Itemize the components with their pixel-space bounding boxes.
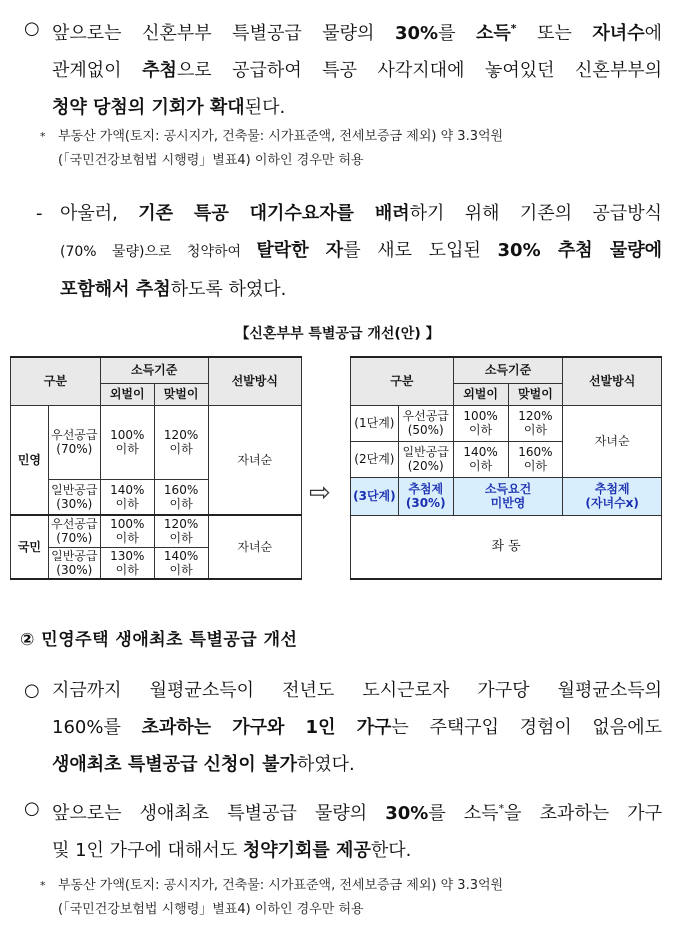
- cell-double: 120% 이하: [154, 405, 208, 479]
- cell-type: 일반공급 (30%): [48, 479, 100, 515]
- header-gubun: 구분: [351, 357, 454, 405]
- paragraph-existing-applicants: [22, 195, 662, 306]
- cell-method: 자녀순: [208, 515, 301, 579]
- header-income: 소득기준: [100, 357, 208, 383]
- header-single: 외벌이: [453, 383, 508, 405]
- bullet-circle: ○: [24, 798, 40, 819]
- cell-type: 일반공급 (30%): [48, 547, 100, 579]
- bullet-dash: -: [36, 203, 43, 224]
- group-public: 국민: [11, 515, 49, 579]
- current-scheme-table: [10, 356, 302, 580]
- stage-label-lottery: (3단계): [351, 477, 399, 515]
- p1-line2: 관계없이 추첨으로 공급하여 특공 사각지대에 놓여있던 신혼부부의: [52, 60, 662, 81]
- p2-line1: 아울러, 기존 특공 대기수요자를 배려하기 위해 기존의 공급방식: [60, 203, 662, 224]
- stage-label: (1단계): [351, 405, 399, 441]
- paragraph-newlywed-lottery: [14, 10, 662, 121]
- header-double: 맞벌이: [508, 383, 563, 405]
- header-method: 선발방식: [208, 357, 301, 405]
- footnote-asset-limit: * 부동산 가액(토지: 공시지가, 건축물: 시가표준액, 전세보증금 제외) 약 3.3억원 (「국민건강보험법 시행령」별표4) 이하인 경우만 허용: [40, 125, 660, 173]
- paragraph-first-home-improve: [14, 790, 662, 864]
- improved-scheme-table: [350, 356, 662, 580]
- stage-label: (2단계): [351, 441, 399, 477]
- footnote-star: *: [40, 879, 46, 892]
- cell-double: 120% 이하: [154, 515, 208, 547]
- bullet-circle: ○: [24, 680, 40, 701]
- cell-double: 160% 이하: [508, 441, 563, 477]
- header-double: 맞벌이: [154, 383, 208, 405]
- cell-single: 100% 이하: [100, 515, 154, 547]
- p1-line3: 청약 당첨의 기회가 확대된다.: [52, 97, 286, 118]
- cell-single: 140% 이하: [453, 441, 508, 477]
- cell-single: 100% 이하: [453, 405, 508, 441]
- arrow-right-icon: ⇨: [309, 478, 331, 508]
- section-heading: ② 민영주택 생애최초 특별공급 개선: [20, 630, 298, 650]
- p1-line1: 앞으로는 신혼부부 특별공급 물량의 30%를 소득* 또는 자녀수에: [52, 22, 662, 44]
- footnote-asset-limit-2: * 부동산 가액(토지: 공시지가, 건축물: 시가표준액, 전세보증금 제외) 약 3.3억원 (「국민건강보험법 시행령」별표4) 이하인 경우만 허용: [40, 874, 660, 922]
- p3-line3: 생애최초 특별공급 신청이 불가하였다.: [52, 754, 355, 775]
- cell-type-lottery: 추첨제 (30%): [398, 477, 453, 515]
- cell-type: 우선공급 (70%): [48, 515, 100, 547]
- p3-line2: 160%를 초과하는 가구와 1인 가구는 주택구입 경험이 없음에도: [52, 717, 662, 738]
- paragraph-first-home-current: [14, 672, 662, 783]
- header-income: 소득기준: [453, 357, 563, 383]
- cell-method: 자녀순: [563, 405, 662, 477]
- group-private: 민영: [11, 405, 49, 515]
- cell-method-lottery: 추첨제 (자녀수x): [563, 477, 662, 515]
- cell-type: 우선공급 (70%): [48, 405, 100, 479]
- p2-line3: 포함해서 추첨하도록 하였다.: [60, 279, 287, 300]
- table-caption: 【신혼부부 특별공급 개선(안) 】: [235, 326, 440, 342]
- cell-double: 160% 이하: [154, 479, 208, 515]
- cell-double: 120% 이하: [508, 405, 563, 441]
- cell-single: 140% 이하: [100, 479, 154, 515]
- header-single: 외벌이: [100, 383, 154, 405]
- cell-type: 일반공급 (20%): [398, 441, 453, 477]
- cell-single: 100% 이하: [100, 405, 154, 479]
- cell-same-as-left: 좌 동: [351, 515, 662, 579]
- footnote-star: *: [40, 130, 46, 143]
- cell-income-lottery: 소득요건 미반영: [453, 477, 563, 515]
- cell-type: 우선공급 (50%): [398, 405, 453, 441]
- cell-double: 140% 이하: [154, 547, 208, 579]
- header-gubun: 구분: [11, 357, 101, 405]
- p3-line1: 지금까지 월평균소득이 전년도 도시근로자 가구당 월평균소득의: [52, 680, 662, 701]
- bullet-circle: ○: [24, 18, 40, 39]
- header-method: 선발방식: [563, 357, 662, 405]
- p2-line2: (70% 물량)으로 청약하여 탈락한 자를 새로 도입된 30% 추첨 물량에: [60, 240, 662, 261]
- p4-line2: 및 1인 가구에 대해서도 청약기회를 제공한다.: [52, 840, 412, 861]
- p4-line1: 앞으로는 생애최초 특별공급 물량의 30%를 소득*을 초과하는 가구: [52, 802, 662, 824]
- cell-single: 130% 이하: [100, 547, 154, 579]
- cell-method: 자녀순: [208, 405, 301, 515]
